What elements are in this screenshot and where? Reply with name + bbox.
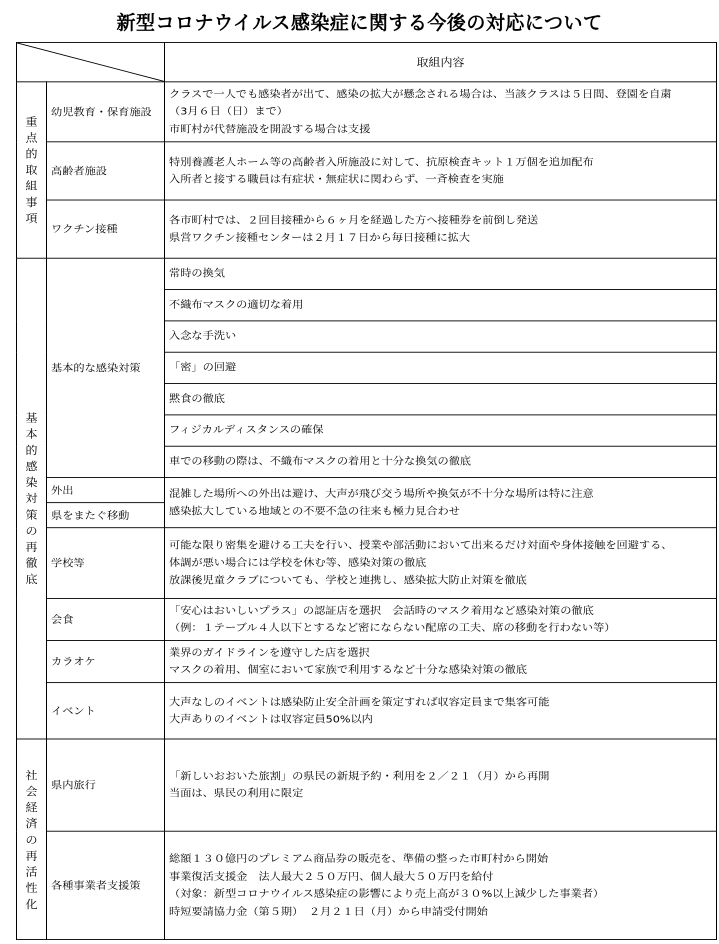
content-line: 大声ありのイベントは収容定員50%以内: [169, 713, 373, 726]
social-row: [17, 739, 717, 831]
basic-row-item: [17, 683, 717, 739]
basic-content: [165, 641, 717, 683]
category-char: 的: [25, 147, 38, 161]
content-line: 時短要請協力金（第５期） ２月２１日（月）から申請受付開始: [169, 905, 488, 918]
category-char: 再: [25, 849, 38, 862]
category-char: 会: [25, 784, 38, 798]
category-char: 重: [25, 115, 38, 128]
content-line: 各市町村では、２回目接種から６ヶ月を経過した方へ接種券を前倒し発送: [169, 214, 539, 226]
priority-row: [17, 82, 717, 142]
category-char: 済: [25, 816, 38, 830]
content-line: 事業復活支援金 法人最大２５０万円、個人最大５０万円を給付: [169, 870, 494, 883]
row-label: 会食: [47, 598, 165, 640]
content-line: 特別養護老人ホーム等の高齢者入所施設に対して、抗原検査キット１万個を追加配布: [169, 156, 594, 168]
category-char: の: [25, 524, 38, 538]
category-char: 対: [25, 492, 38, 505]
basic-row-item: [17, 598, 717, 640]
category-char: 基: [25, 411, 38, 425]
category-char: 経: [25, 800, 38, 814]
row-label: ワクチン接種: [47, 200, 165, 258]
movement-row: [17, 478, 717, 503]
category-char: 本: [25, 427, 38, 441]
content-line: 県営ワクチン接種センターは２月１７日から毎日接種に拡大: [169, 231, 471, 244]
basic-measure-item: フィジカルディスタンスの確保: [165, 415, 717, 446]
category-priority: [17, 82, 47, 258]
row-label: 幼児教育・保育施設: [47, 82, 165, 142]
content-line: 大声なしのイベントは感染防止安全計画を策定すれば収容定員まで集客可能: [169, 696, 550, 708]
social-row: [17, 831, 717, 939]
category-social: [17, 739, 47, 940]
category-char: 化: [25, 897, 38, 910]
row-label: 学校等: [47, 528, 165, 599]
category-char: 組: [25, 179, 38, 193]
content-line: 市町村が代替施設を開設する場合は支援: [169, 123, 371, 135]
priority-content: [165, 82, 717, 142]
basic-measure-item: 車での移動の際は、不織布マスクの着用と十分な換気の徹底: [165, 446, 717, 477]
basic-measure-row: [17, 258, 717, 289]
category-char: 項: [25, 212, 38, 225]
category-char: 社: [25, 768, 38, 782]
basic-row-item: [17, 641, 717, 683]
row-label: 外出: [47, 478, 165, 503]
row-label: 県内旅行: [47, 739, 165, 831]
content-line: 感染拡大している地域との不要不急の往来も極力見合わせ: [169, 505, 460, 517]
category-char: 事: [25, 195, 38, 209]
social-content: [165, 739, 717, 831]
priority-row: [17, 142, 717, 200]
category-char: 再: [25, 540, 38, 554]
page-title: 新型コロナウイルス感染症に関する今後の対応について: [116, 12, 603, 34]
content-line: 放課後児童クラブについても、学校と連携し、感染拡大防止対策を徹底: [169, 574, 527, 587]
basic-measure-item: 「密」の回避: [165, 352, 717, 383]
basic-measure-item: 入念な手洗い: [165, 321, 717, 352]
header-content-label: 取組内容: [165, 42, 717, 81]
basic-measure-item: 常時の換気: [165, 258, 717, 289]
category-char: 的: [25, 443, 38, 457]
social-content: [165, 831, 717, 939]
basic-content: [165, 683, 717, 739]
movement-content: [165, 478, 717, 528]
basic-measure-item: 不織布マスクの適切な着用: [165, 290, 717, 321]
content-line: 混雑した場所への外出は避け、大声が飛び交う場所や換気が不十分な場所は特に注意: [169, 487, 594, 500]
category-char: 点: [25, 131, 38, 145]
category-char: 染: [25, 476, 38, 489]
category-char: 底: [25, 572, 38, 586]
category-char: の: [25, 832, 38, 846]
content-line: マスクの着用、個室において家族で利用するなど十分な感染対策の徹底: [169, 664, 528, 676]
diagonal-header-cell: [17, 42, 165, 81]
row-label: イベント: [47, 683, 165, 739]
content-line: （3月６日（日）まで）: [169, 105, 288, 118]
row-label: 各種事業者支援策: [47, 831, 165, 939]
category-char: 取: [25, 163, 38, 177]
diagonal-line: [17, 43, 164, 81]
category-char: 徹: [25, 556, 38, 570]
category-basic: [17, 258, 47, 739]
row-label: 高齢者施設: [47, 142, 165, 200]
row-label: 基本的な感染対策: [47, 258, 165, 477]
content-line: 総額１３０億円のプレミアム商品券の販売を、準備の整った市町村から開始: [169, 853, 549, 865]
category-char: 性: [25, 881, 38, 894]
content-line: 体調が悪い場合には学校を休む等、感染対策の徹底: [169, 557, 427, 569]
basic-content: [165, 598, 717, 640]
category-char: 策: [25, 508, 38, 521]
content-line: 「安心はおいしいプラス」の認証店を選択 会話時のマスク着用など感染対策の徹底: [169, 604, 594, 617]
priority-row: [17, 200, 717, 258]
content-line: （対象：新型コロナウイルス感染症の影響により売上高が３０%以上減少した事業者）: [169, 888, 605, 900]
measures-table: [16, 42, 717, 940]
content-line: 業界のガイドラインを遵守した店を選択: [169, 646, 370, 659]
basic-measure-item: 黙食の徹底: [165, 384, 717, 415]
content-line: 入所者と接する職員は有症状・無症状に関わらず、一斉検査を実施: [169, 173, 504, 186]
basic-row-item: [17, 528, 717, 599]
category-char: 活: [25, 865, 38, 878]
content-line: 可能な限り密集を避ける工夫を行い、授業や部活動において出来るだけ対面や身体接触を回避する、: [169, 539, 673, 552]
content-line: クラスで一人でも感染者が出て、感染の拡大が懸念される場合は、当該クラスは５日間、登園を自粛: [169, 88, 672, 100]
priority-content: [165, 200, 717, 258]
content-line: 「新しいおおいた旅割」の県民の新規予約・利用を２／２１（月）から再開: [169, 770, 550, 782]
row-label: 県をまたぐ移動: [47, 503, 165, 528]
priority-content: [165, 142, 717, 200]
row-label: カラオケ: [47, 641, 165, 683]
category-char: 感: [25, 460, 38, 473]
content-line: （例：１テーブル４人以下とするなど密にならない配席の工夫、席の移動を行わない等）: [169, 622, 616, 634]
content-line: 当面は、県民の利用に限定: [169, 787, 304, 800]
basic-content: [165, 528, 717, 599]
